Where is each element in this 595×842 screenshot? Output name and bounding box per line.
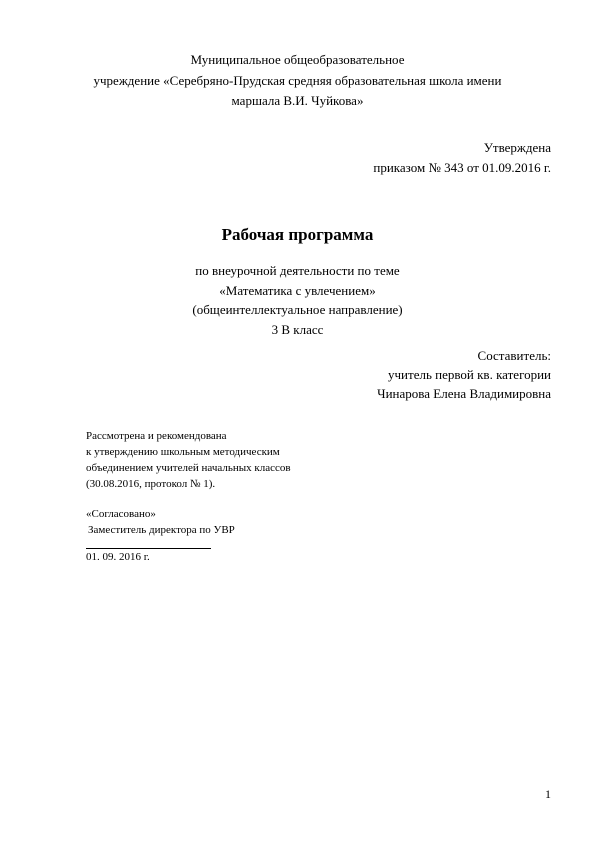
page-title: Рабочая программа (221, 225, 374, 244)
subtitle-line-1: по внеурочной деятельности по теме (195, 263, 400, 278)
review-line-2: к утверждению школьным методическим (86, 446, 280, 458)
header-line-3: маршала В.И. Чуйкова» (231, 93, 364, 108)
author-line-2: учитель первой кв. категории (388, 367, 551, 382)
agreement-line-2: Заместитель директора по УВР (88, 524, 235, 536)
subtitle-line-4: 3 В класс (271, 322, 324, 337)
review-line-3: объединением учителей начальных классов (86, 462, 291, 474)
header-line-1: Муниципальное общеобразовательное (190, 52, 405, 67)
approval-line-1: Утверждена (483, 140, 551, 155)
author-line-3: Чинарова Елена Владимировна (377, 386, 551, 401)
signature-line (86, 548, 211, 549)
approval-line-2: приказом № 343 от 01.09.2016 г. (373, 160, 551, 175)
review-line-1: Рассмотрена и рекомендована (86, 430, 227, 442)
subtitle-line-3: (общеинтеллектуальное направление) (192, 302, 403, 317)
header-line-2: учреждение «Серебряно-Прудская средняя образовательная школа имени (93, 73, 502, 88)
subtitle-line-2: «Математика с увлечением» (219, 283, 376, 298)
review-line-4: (30.08.2016, протокол № 1). (86, 478, 216, 490)
author-line-1: Составитель: (477, 348, 551, 363)
page-number: 1 (545, 787, 551, 801)
agreement-date: 01. 09. 2016 г. (86, 551, 150, 563)
agreement-line-1: «Согласовано» (86, 508, 156, 520)
